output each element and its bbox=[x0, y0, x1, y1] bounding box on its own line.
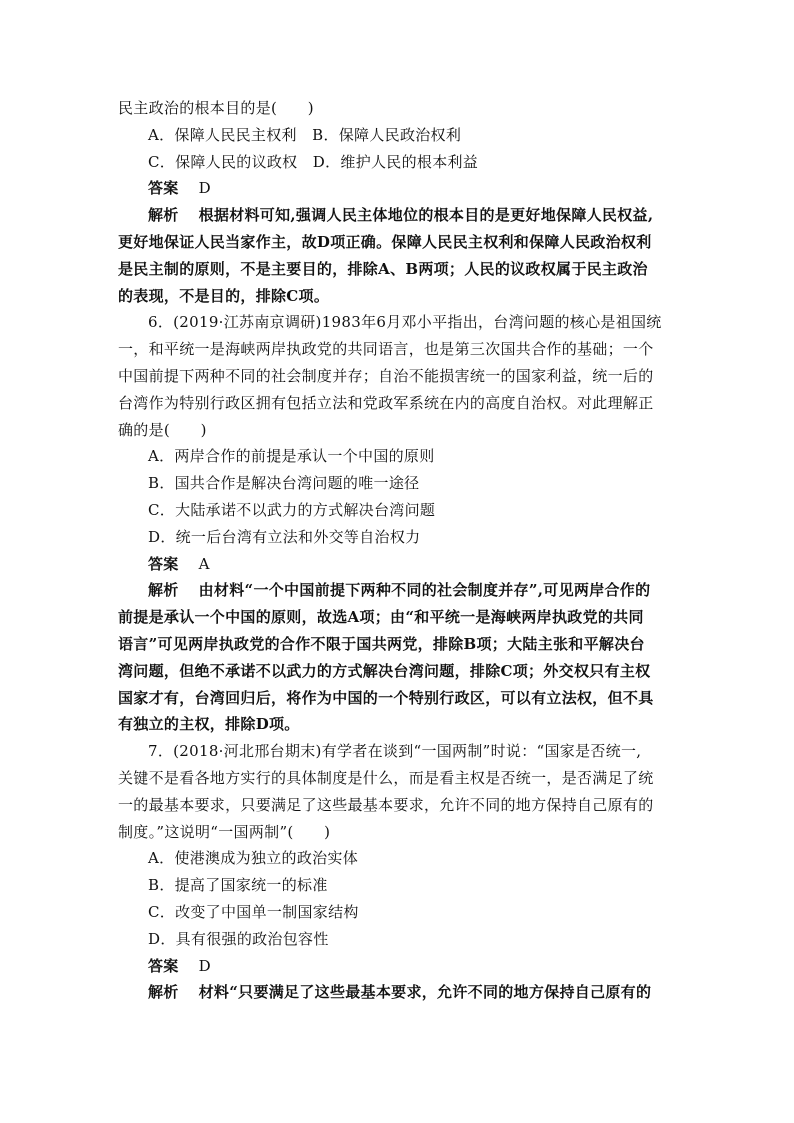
answer-label: 答案 bbox=[148, 956, 179, 975]
q6-answer bbox=[118, 551, 680, 578]
q6-stem-line: 中国前提下两种不同的社会制度并存；自治不能损害统一的国家利益，统一后的 bbox=[118, 366, 654, 385]
q5-stem: 民主政治的根本目的是( ) bbox=[118, 99, 314, 117]
q5-analysis-line bbox=[118, 202, 680, 229]
exam-page bbox=[118, 95, 680, 1006]
q7-option-d: D．具有很强的政治包容性 bbox=[148, 929, 329, 948]
q6-analysis-line: 有独立的主权，排除D项。 bbox=[118, 715, 300, 734]
q6-option-b: B．国共合作是解决台湾问题的唯一途径 bbox=[148, 474, 420, 493]
q7-option-a: A．使港澳成为独立的政治实体 bbox=[148, 849, 359, 868]
q7-answer bbox=[118, 953, 680, 980]
q6-stem-line: 台湾作为特别行政区拥有包括立法和党政军系统在内的高度自治权。对此理解正 bbox=[118, 393, 654, 412]
q5-analysis-line: 是民主制的原则，不是主要目的，排除A、B两项；人民的议政权属于民主政治 bbox=[118, 259, 648, 278]
answer-value: D bbox=[198, 179, 211, 198]
q7-stem-line: 关键不是看各地方实行的具体制度是什么，而是看主权是否统一，是否满足了统 bbox=[118, 768, 654, 787]
q6-option-c: C．大陆承诺不以武力的方式解决台湾问题 bbox=[148, 500, 436, 519]
analysis-label: 解析 bbox=[148, 206, 179, 225]
q7-analysis-line bbox=[118, 979, 680, 1006]
q5-options-cd: C．保障人民的议政权 D．维护人民的根本利益 bbox=[148, 152, 479, 171]
answer-value: D bbox=[198, 956, 211, 975]
q5-analysis-line: 更好地保证人民当家作主，故D项正确。保障人民民主权利和保障人民政治权利 bbox=[118, 232, 652, 251]
q6-analysis-line: 湾问题，但绝不承诺不以武力的方式解决台湾问题，排除C项；外交权只有主权 bbox=[118, 661, 651, 680]
q7-stem-line: 7．(2018·河北邢台期末)有学者在谈到“一国两制”时说：“国家是否统一, bbox=[148, 742, 642, 761]
q6-analysis-line: 语言”可见两岸执政党的合作不限于国共两党，排除B项；大陆主张和平解决台 bbox=[118, 634, 645, 653]
q6-analysis-line bbox=[118, 577, 680, 604]
q6-stem-line: 6．(2019·江苏南京调研)1983年6月邓小平指出，台湾问题的核心是祖国统 bbox=[148, 313, 662, 332]
analysis-text: 由材料“一个中国前提下两种不同的社会制度并存”,可见两岸合作的 bbox=[198, 581, 651, 600]
q5-options-ab: A．保障人民民主权利 B．保障人民政治权利 bbox=[148, 125, 462, 144]
q6-stem-line: 一，和平统一是海峡两岸执政党的共同语言，也是第三次国共合作的基础；一个 bbox=[118, 340, 654, 359]
answer-label: 答案 bbox=[148, 554, 179, 573]
q7-option-c: C．改变了中国单一制国家结构 bbox=[148, 902, 359, 921]
q6-option-d: D．统一后台湾有立法和外交等自治权力 bbox=[148, 527, 421, 546]
q7-stem-line: 一的最基本要求，只要满足了这些最基本要求，允许不同的地方保持自己原有的 bbox=[118, 795, 654, 814]
q5-answer bbox=[118, 175, 680, 202]
q5-analysis-line: 的表现，不是目的，排除C项。 bbox=[118, 286, 330, 305]
q6-analysis-line: 前提是承认一个中国的原则，故选A项；由“和平统一是海峡两岸执政党的共同 bbox=[118, 608, 644, 627]
q7-option-b: B．提高了国家统一的标准 bbox=[148, 876, 328, 895]
analysis-label: 解析 bbox=[148, 581, 179, 600]
q7-stem-line: 制度。”这说明“一国两制”( ) bbox=[118, 822, 331, 841]
q6-analysis-line: 国家才有，台湾回归后，将作为中国的一个特别行政区，可以有立法权，但不具 bbox=[118, 688, 654, 707]
analysis-text: 根据材料可知,强调人民主体地位的根本目的是更好地保障人民权益, bbox=[198, 206, 654, 225]
q6-stem-line: 确的是( ) bbox=[118, 420, 207, 439]
answer-label: 答案 bbox=[148, 179, 179, 198]
analysis-text: 材料“只要满足了这些最基本要求，允许不同的地方保持自己原有的 bbox=[198, 983, 652, 1002]
q6-option-a: A．两岸合作的前提是承认一个中国的原则 bbox=[148, 447, 435, 466]
answer-value: A bbox=[198, 554, 210, 573]
analysis-label: 解析 bbox=[148, 983, 179, 1002]
